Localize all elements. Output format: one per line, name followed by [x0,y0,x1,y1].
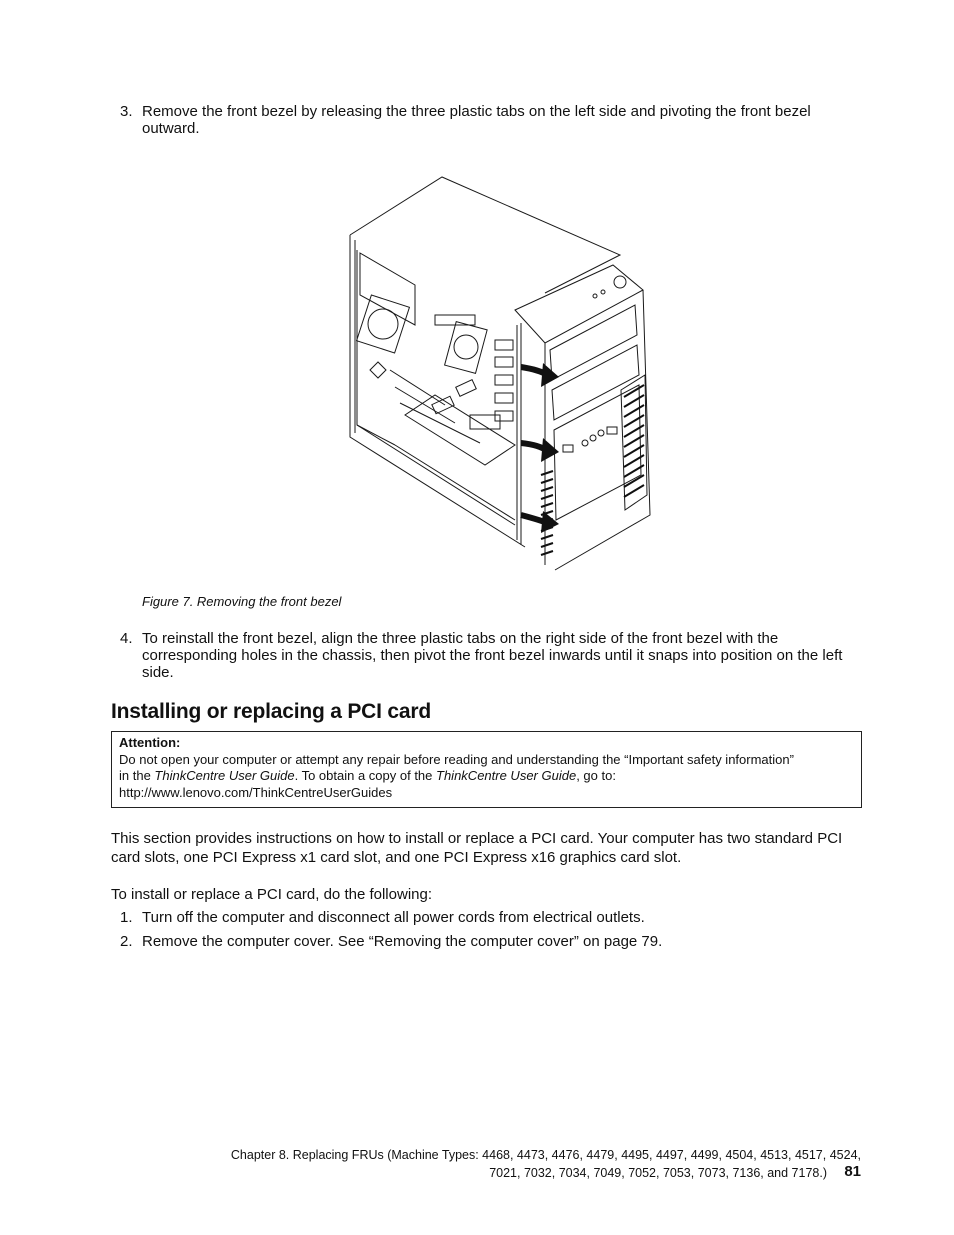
figure-caption: Figure 7. Removing the front bezel [142,594,342,609]
step-number: 2. [120,933,133,950]
footer-line-1: Chapter 8. Replacing FRUs (Machine Types: 4468, 4473, 4476, 4479, 4495, 4497, 4499, 4504, 4513, 4517, 4524, [230,1148,861,1162]
step-4 [120,630,860,681]
attention-line-2: in the ThinkCentre User Guide. To obtain a copy of the ThinkCentre User Guide, go to: [119,768,616,783]
arrow-icon [521,511,559,533]
arrow-icon [521,438,559,462]
intro-paragraph: This section provides instructions on how to install or replace a PCI card. Your computer has two standard PCI card slots, one PCI Express x1 card slot, and one PCI Express x16 graphics card slot. [111,830,843,866]
arrow-icon [521,363,559,387]
front-bezel-removal-illustration [345,175,665,575]
lead-in-text: To install or replace a PCI card, do the following: [111,886,432,903]
footer-line-2: 7021, 7032, 7034, 7049, 7052, 7053, 7073, 7136, and 7178.) [489,1166,827,1180]
step-number: 4. [120,630,133,647]
step-text: To reinstall the front bezel, align the three plastic tabs on the right side of the front bezel with the corresponding holes in the chassis, then pivot the front bezel inwards until it snaps into position on the left side. [142,630,843,681]
guide-url-link[interactable]: http://www.lenovo.com/ThinkCentreUserGuides [119,784,393,800]
step-number: 1. [120,909,133,926]
step-2 [120,933,860,950]
step-number: 3. [120,103,133,120]
step-1 [120,909,860,926]
attention-line-1: Do not open your computer or attempt any repair before reading and understanding the “Important safety information” [119,751,794,767]
attention-box [111,731,862,808]
attention-label: Attention: [119,735,181,750]
step-text: Remove the front bezel by releasing the three plastic tabs on the left side and pivoting the front bezel outward. [142,103,811,137]
section-title: Installing or replacing a PCI card [111,700,431,723]
step-text: Remove the computer cover. See “Removing the computer cover” on page 79. [142,933,663,950]
step-text: Turn off the computer and disconnect all power cords from electrical outlets. [142,909,645,926]
page-number: 81 [844,1163,861,1180]
step-3 [120,103,860,137]
